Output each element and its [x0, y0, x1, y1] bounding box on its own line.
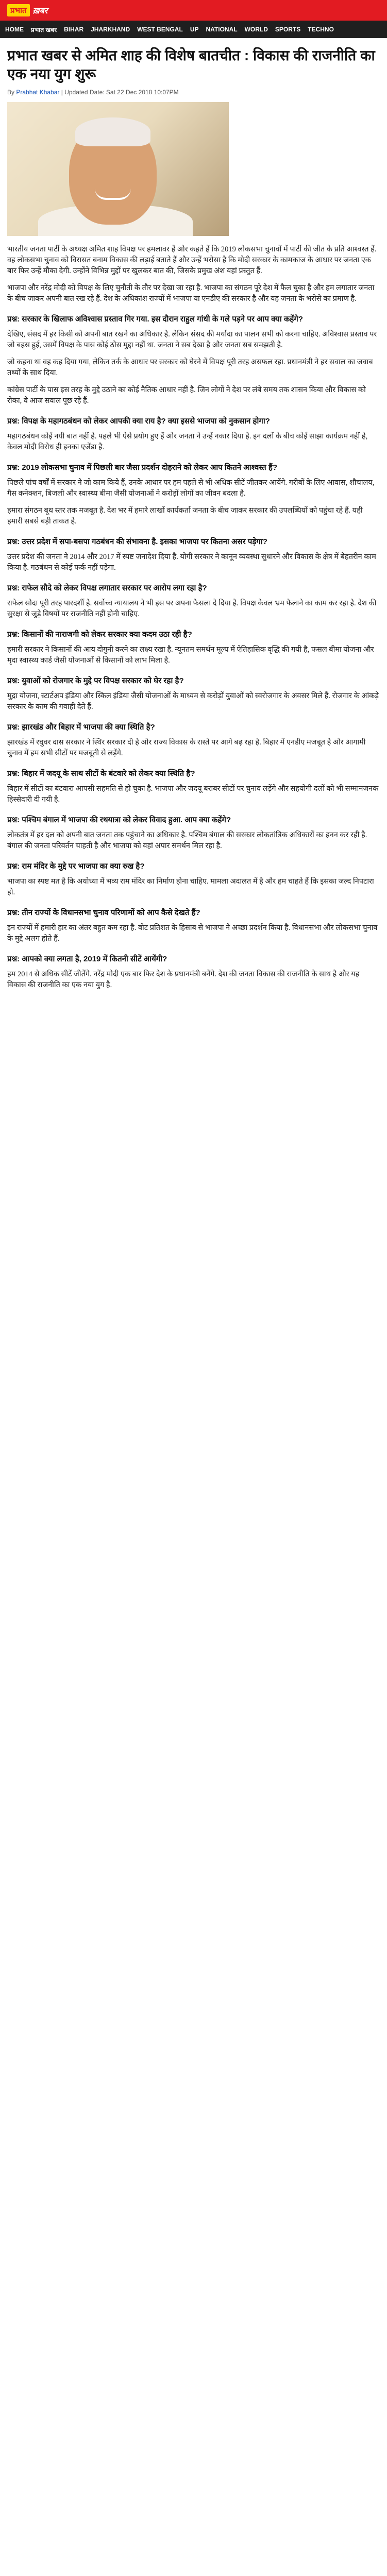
site-logo[interactable]	[7, 4, 47, 16]
interview-question: प्रश्न: राम मंदिर के मुद्दे पर भाजपा का क्या रुख है?	[7, 862, 145, 871]
article-paragraph: उत्तर प्रदेश की जनता ने 2014 और 2017 में स्पष्ट जनादेश दिया है. योगी सरकार ने कानून व्यवस्था सुधारने और विकास के क्षेत्र में बेहतरीन काम किया है. गठबंधन से कोई फर्क नहीं पड़ेगा.	[7, 553, 376, 572]
main-navigation	[0, 21, 387, 38]
interview-question: प्रश्न: पश्चिम बंगाल में भाजपा की रथयात्रा को लेकर विवाद हुआ. आप क्या कहेंगे?	[7, 816, 231, 824]
article-paragraph: मुद्रा योजना, स्टार्टअप इंडिया और स्किल इंडिया जैसी योजनाओं के माध्यम से करोड़ों युवाओं को स्वरोजगार के अवसर मिले हैं. रोजगार के आंकड़े सरकार के काम की गवाही देते हैं.	[7, 692, 379, 711]
nav-item[interactable]: WORLD	[244, 26, 268, 33]
article-paragraph: झारखंड में रघुवर दास सरकार ने स्थिर सरकार दी है और राज्य विकास के रास्ते पर आगे बढ़ रहा है. बिहार में एनडीए मजबूत है और आगामी चुनाव में हम सभी सीटों पर मजबूती से लड़ेंगे.	[7, 738, 366, 757]
article-paragraph: बिहार में सीटों का बंटवारा आपसी सहमति से हो चुका है. भाजपा और जदयू बराबर सीटों पर चुनाव लड़ेंगे और सहयोगी दलों को भी सम्मानजनक हिस्सेदारी दी गयी है.	[7, 785, 379, 804]
nav-item[interactable]: JHARKHAND	[91, 26, 130, 33]
interview-question: प्रश्न: राफेल सौदे को लेकर विपक्ष लगातार सरकार पर आरोप लगा रहा है?	[7, 584, 207, 592]
author-link[interactable]: Prabhat Khabar	[16, 89, 60, 96]
nav-item[interactable]: NATIONAL	[206, 26, 238, 33]
article-paragraph: हम 2014 से अधिक सीटें जीतेंगे. नरेंद्र मोदी एक बार फिर देश के प्रधानमंत्री बनेंगे. देश की जनता विकास की राजनीति के साथ है और यह विकास की राजनीति का एक नया युग है.	[7, 970, 360, 989]
nav-item[interactable]: UP	[190, 26, 199, 33]
article-paragraph: भाजपा और नरेंद्र मोदी को विपक्ष के लिए चुनौती के तौर पर देखा जा रहा है. भाजपा का संगठन पूरे देश में फैल चुका है और हम लगातार जनता के बीच जाकर अपनी बात रख रहे हैं. देश के अधिकांश राज्यों में भाजपा या एनडीए की सरकार है और यह जनता के भरोसे का प्रमाण है.	[7, 284, 375, 303]
interview-question: प्रश्न: विपक्ष के महागठबंधन को लेकर आपकी क्या राय है? क्या इससे भाजपा को नुकसान होगा?	[7, 417, 270, 426]
interview-question: प्रश्न: आपको क्या लगता है, 2019 में कितनी सीटें आयेंगी?	[7, 955, 167, 963]
article-paragraph: महागठबंधन कोई नयी बात नहीं है. पहले भी ऐसे प्रयोग हुए हैं और जनता ने उन्हें नकार दिया है. इन दलों के बीच कोई साझा कार्यक्रम नहीं है, केवल मोदी विरोध ही इनका एजेंडा है.	[7, 432, 368, 451]
article-paragraph: पिछले पांच वर्षों में सरकार ने जो काम किये हैं, उनके आधार पर हम पहले से भी अधिक सीटें जीतकर आयेंगे. गरीबों के लिए आवास, शौचालय, गैस कनेक्शन, बिजली और स्वास्थ्य बीमा जैसी योजनाओं ने करोड़ों लोगों का जीवन बदला है.	[7, 479, 375, 498]
interview-question: प्रश्न: युवाओं को रोजगार के मुद्दे पर विपक्ष सरकार को घेर रहा है?	[7, 676, 184, 685]
nav-item[interactable]: BIHAR	[64, 26, 84, 33]
interview-question: प्रश्न: किसानों की नाराजगी को लेकर सरकार क्या कदम उठा रही है?	[7, 630, 192, 639]
nav-item[interactable]: TECHNO	[308, 26, 334, 33]
nav-item[interactable]: HOME	[5, 26, 24, 33]
article-paragraph: हमारी सरकार ने किसानों की आय दोगुनी करने का लक्ष्य रखा है. न्यूनतम समर्थन मूल्य में ऐतिहासिक वृद्धि की गयी है, फसल बीमा योजना और मृदा स्वास्थ्य कार्ड जैसी योजनाओं से किसानों को लाभ मिला है.	[7, 646, 374, 665]
nav-item[interactable]: WEST BENGAL	[137, 26, 183, 33]
article-byline	[7, 89, 380, 96]
hero-image	[7, 102, 229, 236]
nav-item[interactable]: SPORTS	[275, 26, 301, 33]
logo-tagline: ख़बर	[32, 7, 48, 15]
byline-separator: |	[61, 89, 65, 96]
logo-mark: प्रभात	[7, 4, 30, 16]
article-paragraph: भारतीय जनता पार्टी के अध्यक्ष अमित शाह विपक्ष पर हमलावर हैं और कहते हैं कि 2019 लोकसभा चुनावों में पार्टी की जीत के प्रति आश्वस्त हैं. वह लोकसभा चुनाव को विरासत बनाम विकास की लड़ाई बताते हैं और उन्हें भरोसा है कि मोदी सरकार के कामकाज के आधार पर जनता एक बार फिर उन्हें मौका देगी. उन्होंने विभिन्न मुद्दों पर खुलकर बात की, जिसके प्रमुख अंश यहां प्रस्तुत हैं.	[7, 245, 377, 275]
hero-hair	[75, 117, 150, 146]
interview-question: प्रश्न: बिहार में जदयू के साथ सीटों के बंटवारे को लेकर क्या स्थिति है?	[7, 769, 195, 778]
article-paragraph: कांग्रेस पार्टी के पास इस तरह के मुद्दे उठाने का कोई नैतिक आधार नहीं है. जिन लोगों ने देश पर लंबे समय तक शासन किया और विकास को रोका, वे आज सवाल पूछ रहे हैं.	[7, 386, 366, 405]
interview-question: प्रश्न: उत्तर प्रदेश में सपा-बसपा गठबंधन की संभावना है. इसका भाजपा पर कितना असर पड़ेगा?	[7, 537, 267, 546]
hero-smile	[95, 189, 131, 200]
interview-question: प्रश्न: तीन राज्यों के विधानसभा चुनाव परिणामों को आप कैसे देखते हैं?	[7, 908, 200, 917]
interview-question: प्रश्न: 2019 लोकसभा चुनाव में पिछली बार जैसा प्रदर्शन दोहराने को लेकर आप कितने आश्वस्त हैं?	[7, 463, 278, 472]
interview-question: प्रश्न: सरकार के खिलाफ अविश्वास प्रस्ताव गिर गया. इस दौरान राहुल गांधी के गले पड़ने पर आप क्या कहेंगे?	[7, 315, 304, 324]
article-paragraph: जो कहना था वह कह दिया गया, लेकिन तर्क के आधार पर सरकार को घेरने में विपक्ष पूरी तरह असफल रहा. प्रधानमंत्री ने हर सवाल का जवाब तथ्यों के साथ दिया.	[7, 358, 373, 377]
article-body	[7, 244, 380, 991]
nav-item[interactable]: प्रभात खबर	[31, 26, 57, 33]
article-paragraph: इन राज्यों में हमारी हार का अंतर बहुत कम रहा है. वोट प्रतिशत के हिसाब से भाजपा ने अच्छा प्रदर्शन किया है. विधानसभा और लोकसभा चुनाव के मुद्दे अलग होते हैं.	[7, 924, 378, 943]
article-paragraph: राफेल सौदा पूरी तरह पारदर्शी है. सर्वोच्च न्यायालय ने भी इस पर अपना फैसला दे दिया है. विपक्ष केवल भ्रम फैलाने का काम कर रहा है. देश की सुरक्षा से जुड़े विषयों पर राजनीति नहीं होनी चाहिए.	[7, 599, 377, 618]
article-paragraph: देखिए, संसद में हर किसी को अपनी बात रखने का अधिकार है. लेकिन संसद की मर्यादा का पालन सभी को करना चाहिए. अविश्वास प्रस्ताव पर जो बहस हुई, उसमें विपक्ष के पास कोई ठोस मुद्दा नहीं था. जनता ने सब देखा है और जनता सब समझती है.	[7, 330, 377, 349]
article-paragraph: लोकतंत्र में हर दल को अपनी बात जनता तक पहुंचाने का अधिकार है. पश्चिम बंगाल की सरकार लोकतांत्रिक अधिकारों का हनन कर रही है. बंगाल की जनता परिवर्तन चाहती है और भाजपा को वहां अपार समर्थन मिल रहा है.	[7, 831, 367, 850]
article-title: प्रभात खबर से अमित शाह की विशेष बातचीत : विकास की राजनीति का एक नया युग शुरू	[7, 47, 375, 82]
article-paragraph: हमारा संगठन बूथ स्तर तक मजबूत है. देश भर में हमारे लाखों कार्यकर्ता जनता के बीच जाकर सरकार की उपलब्धियों को पहुंचा रहे हैं. यही हमारी सबसे बड़ी ताकत है.	[7, 506, 363, 526]
updated-date: Updated Date: Sat 22 Dec 2018 10:07PM	[64, 89, 179, 96]
top-header	[0, 0, 387, 21]
author-prefix: By	[7, 89, 16, 96]
article-container	[0, 38, 387, 991]
article-paragraph: भाजपा का स्पष्ट मत है कि अयोध्या में भव्य राम मंदिर का निर्माण होना चाहिए. मामला अदालत में है और हम चाहते हैं कि इसका जल्द निपटारा हो.	[7, 877, 374, 896]
interview-question: प्रश्न: झारखंड और बिहार में भाजपा की क्या स्थिति है?	[7, 723, 155, 732]
